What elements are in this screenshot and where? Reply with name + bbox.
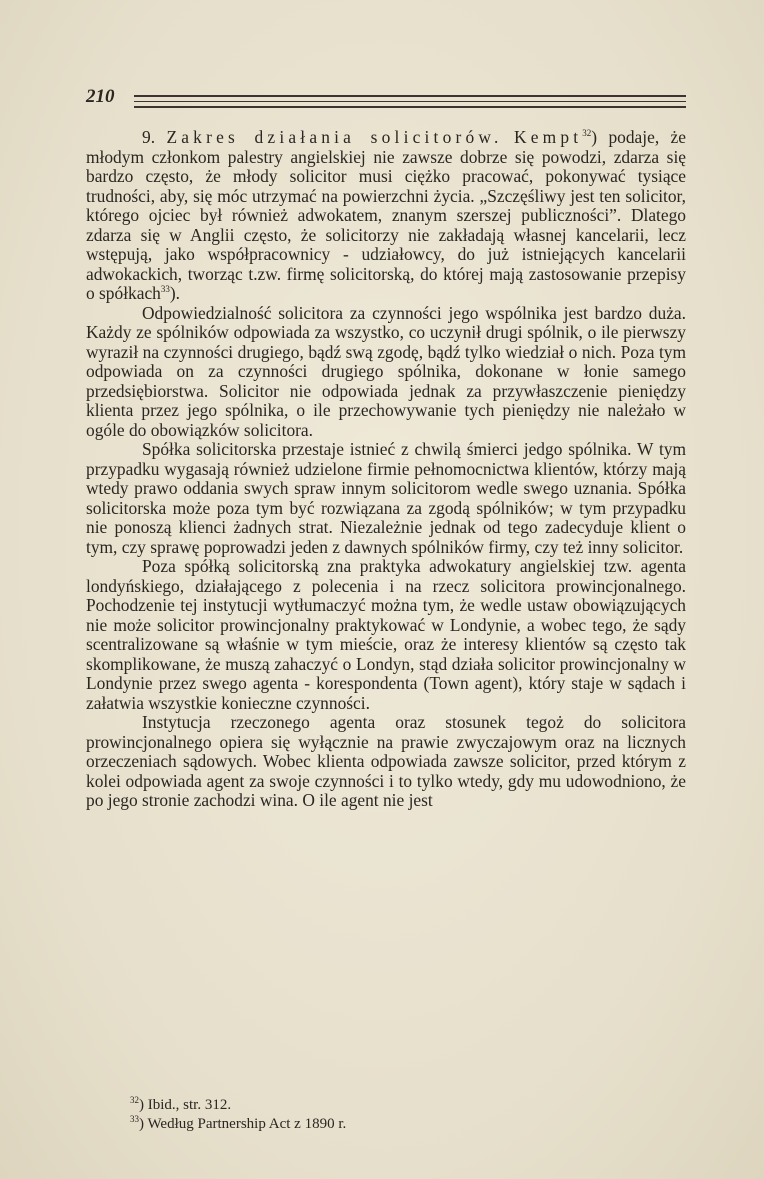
footnote-mark: 32 (130, 1095, 139, 1105)
footnote-mark: 33 (130, 1114, 139, 1124)
header-rule (134, 106, 686, 108)
paragraph: Odpowiedzialność solicitora za czynności jego wspólnika jest bardzo duża. Każdy ze spólników odpowiada za wszystko, co uczynił drugi spólnik, o ile pierwszy wyraził na czynności drugiego, bądź swą zgodę, bądź tylko wiedział o nich. Poza tym odpowiada on za czynności drugiego spólnika, dokonane w łonie samego przedsiębiorstwa. Solicitor nie odpowiada jednak za przywłaszczenie pieniędzy klienta przez jego spólnika, o ile przechowywanie tych pieniędzy nie należało w ogóle do obowiązków solicitora. (86, 302, 686, 440)
paragraph: Instytucja rzeczonego agenta oraz stosunek tegoż do solicitora prowincjonalnego opiera się wyłącznie na prawie zwyczajowym oraz na licznych orzeczeniach sądowych. Wobec klienta odpowiada zawsze solicitor, przed którym z kolei odpowiada agent za swoje czynności i to tylko wtedy, gdy mu udowodniono, że po jego stronie zachodzi wina. O ile agent nie jest (86, 712, 686, 810)
footnote-text: ) Według Partnership Act z 1890 r. (139, 1116, 347, 1132)
footnote (130, 1115, 630, 1134)
paragraph: Poza spółką solicitorską zna praktyka adwokatury angielskiej tzw. agenta londyńskiego, działającego z polecenia i na rzecz solicitora prowincjonalnego. Pochodzenie tej instytucji wytłumaczyć można tym, że wedle ustaw obowiązujących nie może solicitor prowincjonalny praktykować w Londynie, a wobec tego, że sądy scentralizowane są właśnie w tym mieście, oraz że interesy klientów są często tak skomplikowane, że muszą zahaczyć o Londyn, stąd działa solicitor prowincjonalny w Londynie przez swego agenta - korespondenta (Town agent), który staje w sądach i załatwia wszystkie konieczne czynności. (86, 556, 686, 713)
footnote-ref: 32 (582, 128, 592, 139)
page-number: 210 (86, 86, 115, 107)
footnote (130, 1096, 630, 1115)
footnote-ref: 33 (160, 284, 170, 295)
header-rule (134, 95, 686, 97)
section-number: 9. (142, 127, 156, 147)
page-header (86, 86, 686, 116)
author-name: Kempt (513, 127, 583, 147)
header-rule (134, 101, 686, 102)
section-heading: Zakres działania solicitorów. (166, 127, 503, 147)
footnotes (130, 1096, 630, 1134)
paragraph: 9. Zakres działania solicitorów. Kempt$^{32}$) podaje, że młodym członkom palestry angielskiej nie zawsze dobrze się powodzi, zdarza się bardzo często, że młody solicitor musi ciężko pracować, pokonywać tysiące trudności, aby, się móc utrzymać na powierzchni życia. „Szczęśliwy jest ten solicitor, którego ojciec był również adwokatem, znanym szerszej publiczności”. Dlatego zdarza się w Anglii często, że solicitorzy nie zakładają własnej kancelarii, lecz wstępują, jako współpracownicy - udziałowcy, do już istniejących kancelarii adwokackich, tworząc t.zw. firmę solicitorską, do której mają zastosowanie przepisy o spółkach$^{33}$). (86, 127, 686, 303)
footnote-text: ) Ibid., str. 312. (139, 1097, 232, 1113)
body-text (86, 128, 686, 811)
paragraph-text: podaje, że młodym członkom palestry angielskiej nie zawsze dobrze się powodzi, zdarza się bardzo często, że młody solicitor musi ciężko pracować, pokonywać tysiące trudności, aby, się móc utrzymać na powierzchni życia. „Szczęśliwy jest ten solicitor, którego ojciec był również adwokatem, znanym szerszej publiczności”. Dlatego zdarza się w Anglii często, że solicitorzy nie zakładają własnej kancelarii, lecz wstępują, jako współpracownicy - udziałowcy, do już istniejących kancelarii adwokackich, tworząc t.zw. firmę solicitorską, do której mają zastosowanie przepisy o spółkach (86, 127, 686, 303)
paragraph: Spółka solicitorska przestaje istnieć z chwilą śmierci jedgo spólnika. W tym przypadku wygasają również udzielone firmie pełnomocnictwa klientów, którzy mają wtedy prawo oddania swych spraw innym solicitorom wedle swego uznania. Spółka solicitorska może poza tym być rozwiązana za zgodą spólników; w tym przypadku nie ponoszą klienci żadnych strat. Niezależnie jednak od tego zadecyduje klient o tym, czy sprawę poprowadzi jeden z dawnych spólników firmy, czy też inny solicitor. (86, 439, 686, 557)
